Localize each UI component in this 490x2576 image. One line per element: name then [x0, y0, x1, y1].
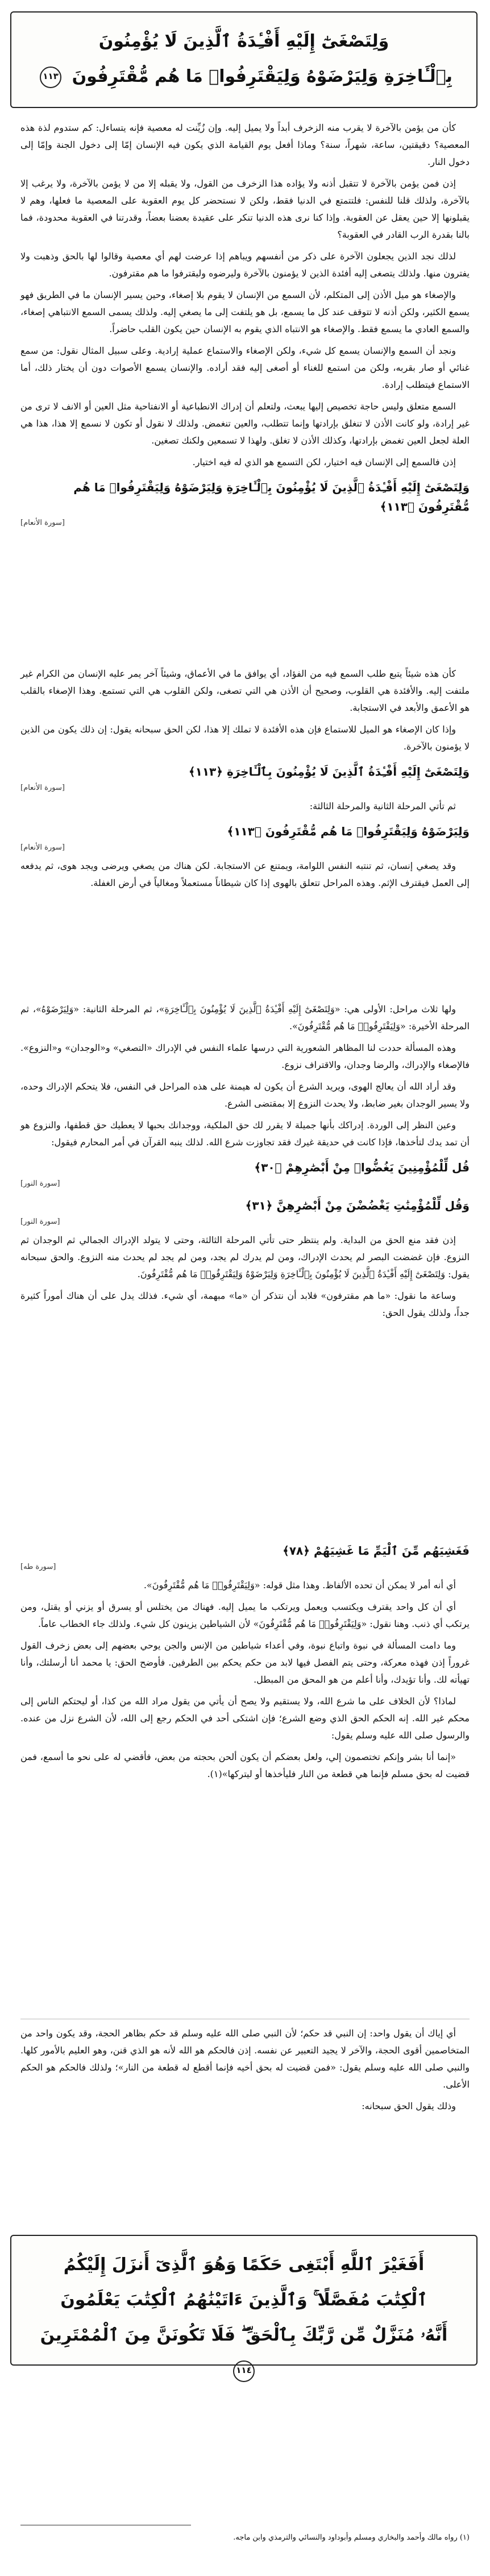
surah-reference: [ سورة الأنعام ]	[20, 784, 470, 792]
paragraph: أي أنه أمر لا يمكن أن تحده الألفاظ. وهذا مثل قوله: «وَلِيَقْتَرِفُوا۟ مَا هُم مُّقْتَرِفُونَ».	[143, 1580, 456, 1591]
paragraph: إذن فالسمع إلى الإنسان فيه اختيار، لكن التسمع هو الذي له فيه اختيار.	[192, 457, 456, 467]
surah-reference: [ سورة طه ]	[20, 1563, 470, 1571]
section-5	[20, 2013, 470, 2119]
surah-reference: [ سورة الأنعام ]	[20, 843, 470, 852]
paragraph: كأن من يؤمن بالآخرة لا يقرب منه الزخرف أبداً ولا يميل إليه. وإن زُيِّنت له معصية فإنه يتساءل: كم ستدوم لذة هذه المعصية؟ دقيقتين، ساعة، شهراً، سنة؟ وماذا أفعل يوم القيامة الذي يكون فيه الإنسان إمّا إلى دخول الجنة وإمّا إلى دخول النار.	[20, 122, 470, 167]
verse-line: أَفَغَيْرَ ٱللَّهِ أَبْتَغِى حَكَمًا وَهُوَ ٱلَّذِىٓ أَنزَلَ إِلَيْكُمُ	[63, 2255, 425, 2275]
verse-text: أَنَّهُۥ مُنَزَّلٌ مِّن رَّبِّكَ بِٱلْحَقِّ ۖ فَلَا تَكُونَنَّ مِنَ ٱلْمُمْتَرِينَ	[40, 2325, 448, 2345]
surah-reference: [ سورة النور ]	[20, 1217, 470, 1226]
verse-line: وَلِتَصْغَىٰٓ إِلَيْهِ أَفْـِٔدَةُ ٱلَّذِينَ لَا يُؤْمِنُونَ	[98, 31, 389, 51]
section-2	[20, 665, 470, 896]
paragraph: وما دامت المسألة في نبوة واتباع نبوة، وفي أعداء شياطين من الإنس والجن يوحي بعضهم إلى بعض زخرف القول غروراً إذن فهذه معركة، وحتى يتم الفصل فيها لابد من حكم يحكم بين الطرفين. فأوضح الحق: يا محمد أنا أرسلتك، وأنا تهيأته لك. وأنا تؤيدك، وأنا أعلم من هو المحق من المبطل.	[20, 1640, 470, 1685]
paragraph: لذلك نجد الذين يجعلون الآخرة على ذكر من أنفسهم ويباهم إذا عرضت لهم أي معصية وقالوا لها بالحق وذهبت ولا يفترون منها. ولذلك يتصغى إليه أفئدة الذين لا يؤمنون بالآخرة وليرضوه وليقترفوا ما هم مقترفون.	[20, 251, 470, 279]
paragraph: إذن فقد منع الحق من البداية. ولم ينتظر حتى تأتي المرحلة الثالثة، وحتى لا يتولد الإدراك الجمالي ثم الوجدان ثم النزوع. فإن غضضت البصر لم يحدث الإدراك، ومن لم يدرك لم يجد، ومن لم يجد لم يحدث منه النزوع. والحق سبحانه يقول: وَلِتَصْغَىٰٓ إِلَيْهِ أَفْـِٔدَةُ ٱلَّذِينَ لَا يُؤْمِنُونَ بِٱلْـَٔاخِرَةِ وَلِيَرْضَوْهُ وَلِيَقْتَرِفُوا۟ مَا هُم مُّقْتَرِفُونَ.	[20, 1235, 470, 1279]
paragraph: «إنما أنا بشر وإنكم تختصمون إلي، ولعل بعضكم أن يكون ألحن بحجته من بعض، فأقضي له على نحو ما أسمع، فمن قضيت له بحق مسلم فإنما هي قطعة من النار فليأخذها أو ليتركها»(١).	[20, 1751, 470, 1779]
paragraph: أي إياك أن يقول واحد: إن النبي قد حكم؛ لأن النبي صلى الله عليه وسلم قد حكم بظاهر الحجة، وقد يكون واحد من المتخاصمين أقوى الحجة، والآخر لا يجيد التعبير عن نفسه. إذن فالحكم هو الله لأنه هو الذي قنن، وهو العليم بالأمور كلها. والنبي صلى الله عليه وسلم يقول: «فمن قضيت له بحق أخيه فإنما أقطع له قطعة من النار»؛ ولذلك فالحكم هو الحكم الأعلى.	[20, 2028, 470, 2090]
quran-quote: وَلِتَصْغَىٰٓ إِلَيْهِ أَفْـِٔدَةُ ٱلَّذِينَ لَا يُؤْمِنُونَ بِٱلْـَٔاخِرَةِ وَلِيَرْضَوْهُ وَلِيَقْتَرِفُوا۟ مَا هُم مُّقْتَرِفُونَ ﴿١١٣﴾	[73, 481, 470, 513]
paragraph: وعين النظر إلى الوردة. إدراكك بأنها جميلة لا يقرر لك حق الملكية، ووجدانك بحبها لا يعطيك حق قطفها، والنزوع هو أن تمد يدك لتأخذها، فإذا كانت في حديقة غيرك فقد تجاوزت شرع الله. لذلك ينبه القرآن في أمر المحارم فيقول:	[20, 1120, 470, 1148]
verse-number-ornament: ١١٤	[233, 2360, 255, 2382]
quran-quote: وَقُل لِّلْمُؤْمِنَٰتِ يَغْضُضْنَ مِنْ أَبْصَٰرِهِنَّ ﴿٣١﴾	[245, 1199, 470, 1212]
paragraph: إذن فمن يؤمن بالآخرة لا تتقبل أذنه ولا يؤاده هذا الزخرف من القول، ولا يقبله إلا من لا يؤمن بالآخرة، ولا يرغب إلا بالآخرة، ولذلك قلنا للنفس: فلتتمتع في الدنيا فقط، ولكن لا نستحضر كل يوم العقوبة على المعصية ما فعلها، وهم لا يقبلونها إلا حين يعقل عن العقوبة. وإذا كنا نرى هذه الدنيا تنكر على عقيدة بعضنا بعضاً، وقدرتنا في العقوبة محدودة، فما بالنا بقدرة الرب القادر في العقوبة؟	[20, 178, 470, 240]
paragraph: ونجد أن السمع والإنسان يسمع كل شيء، ولكن الإصغاء والاستماع عملية إرادية. وعلى سبيل المثال نقول: من سمع غنائي أو صار بقربه، ولكن من استمع للغناء أو أصغى إليه فقد أراده. والإنسان يسمع الأصوات دون أن يختار ذلك، أما الاستماع فيتطلب إرادة.	[20, 345, 470, 390]
paragraph: وقد أراد الله أن يعالج الهوى، ويريد الشرع أن يكون له هيمنة على هذه المراحل في النفس، فلا يتحكم الإدراك وحده، ولا يسير الوجدان بغير ضابط، ولا يحدث النزوع إلا بمقتضى الشرع.	[20, 1081, 470, 1109]
top-verse-box	[10, 11, 477, 108]
quran-quote: وَلِيَرْضَوْهُ وَلِيَقْتَرِفُوا۟ مَا هُم مُّقْتَرِفُونَ ﴿١١٣﴾	[227, 825, 470, 838]
section-1	[20, 119, 470, 533]
section-4	[20, 1535, 470, 1787]
quran-quote: وَلِتَصْغَىٰٓ إِلَيْهِ أَفْـِٔدَةُ ٱلَّذِينَ لَا يُؤْمِنُونَ بِٱلْـَٔاخِرَةِ ﴿١١٣﴾	[188, 765, 470, 778]
surah-reference: [ سورة النور ]	[20, 1179, 470, 1188]
quran-quote: قُل لِّلْمُؤْمِنِينَ يَغُضُّوا۟ مِنْ أَبْصَٰرِهِمْ ﴿٣٠﴾	[254, 1161, 470, 1174]
paragraph: وذلك يقول الحق سبحانه:	[362, 2101, 456, 2111]
verse-line: ٱلْكِتَٰبَ مُفَصَّلًا ۚ وَٱلَّذِينَ ءَاتَيْنَٰهُمُ ٱلْكِتَٰبَ يَعْلَمُونَ	[60, 2290, 427, 2310]
surah-reference: [ سورة الأنعام ]	[20, 519, 470, 527]
verse-number-ornament: ١١٣	[40, 67, 61, 88]
verse-line	[27, 2318, 460, 2388]
paragraph: وهذه المسألة حددت لنا المظاهر الشعورية التي درسها علماء النفس في الإدراك «التصغي» و«الوجدان» و«النزوع». فالإصغاء والإدراك، والرضا وجدان، والاقتراف نزوع.	[20, 1042, 470, 1070]
footnote: (١) رواه مالك وأحمد والبخاري ومسلم وأبوداود والنسائي والترمذي وابن ماجه.	[233, 2533, 470, 2542]
verse-text: بِٱلْـَٔاخِرَةِ وَلِيَرْضَوْهُ وَلِيَقْتَرِفُوا۟ مَا هُم مُّقْتَرِفُونَ	[72, 67, 452, 86]
paragraph: كأن هذه شيئاً يتبع طلب السمع فيه من الفؤاد، أي يوافق ما في الأعماق، وشيئاً آخر يمر عليه الإنسان من الكرام غير ملتفت إليه. والأفئدة هي القلوب، وصحيح أن الأذن هي التي تصغى، ولكن القلوب هي التي تستمع. وهذا الإصغاء بالقلب هو الأعمق والأبعد في الاستجابة.	[20, 668, 470, 713]
paragraph: السمع متعلق وليس حاجة تخصيص إليها يبعث، ولتعلم أن إدراك الانطباعية أو الانفتاحية مثل العين أو الانف لا ترى من غير إرادة، ولو كانت الأذن لا تنغلق بإرادتها وإنما تتطلب، والعين تنغمض. ولذلك لا نقول أو تكون لا نسمع إلا هذا، هذا هي العلة لجعل العين تغمض بإرادتها، وكذلك الأذن لا تغلق. ولهذا لا تسمعين ولكنك تصغين.	[20, 401, 470, 446]
verse-line	[27, 59, 460, 94]
paragraph: ثم تأتي المرحلة الثانية والمرحلة الثالثة:	[309, 801, 456, 811]
paragraph: ولها ثلاث مراحل: الأولى هي: «وَلِتَصْغَىٰٓ إِلَيْهِ أَفْـِٔدَةُ ٱلَّذِينَ لَا يُؤْمِنُونَ بِٱلْـَٔاخِرَةِ»، ثم المرحلة الثانية: «وَلِيَرْضَوْهُ»، ثم المرحلة الأخيرة: «وَلِيَقْتَرِفُوا۟ مَا هُم مُّقْتَرِفُونَ».	[20, 1004, 470, 1032]
paragraph: وإذا كان الإصغاء هو الميل للاستماع فإن هذه الأفئدة لا تملك إلا هذا، لكن الحق سبحانه يقول: إن ذلك يكون من الذين لا يؤمنون بالآخرة.	[20, 724, 470, 752]
quran-quote: فَغَشِيَهُم مِّنَ ٱلْيَمِّ مَا غَشِيَهُمْ ﴿٧٨﴾	[283, 1544, 470, 1558]
paragraph: لماذا؟ لأن الخلاف على ما شرع الله، ولا يستقيم ولا يصح أن يأتي من يقول مراد الله من كذا، أو ليحتكم الناس إلى محكم غير الله. إنه الحكم الحق الذي وضع الشرع؛ فإن اشتكى أحد في الحكم رجع إلى الله، لأن الشرع نزل من عنده. والرسول صلى الله عليه وسلم يقول:	[20, 1696, 470, 1741]
paragraph: وقد يصغي إنسان، ثم تنتبه النفس اللوامة، ويمتنع عن الاستجابة. لكن هناك من يصغي ويرضى ويجد هوى، ثم يدفعه إلى العمل فيقترف الإثم. وهذه المراحل تتعلق بالهوى إذا كان شيطاناً مستعملاً ومغالياً في أرض الغفلة.	[20, 860, 470, 888]
paragraph: أي أن كل واحد يقترف ويكتسب ويعمل ويرتكب ما يميل إليه. فهناك من يختلس أو يسرق أو يزني أو يقتل، ومن يرتكب أي ذنب. وهنا نقول: «وَلِيَقْتَرِفُوا۟ مَا هُم مُّقْتَرِفُونَ» لأن الشياطين يزينون كل شيء. ولذلك جاء الخطاب عاماً.	[20, 1601, 470, 1629]
paragraph: والإصغاء هو ميل الأذن إلى المتكلم، لأن السمع من الإنسان لا يقوم بلا إصغاء، وحين يسير الإنسان ما في الطريق فهو يسمع الكثير، ولكن أذنه لا تتوقف عند كل ما يسمع، بل هو يلتفت إلى ما يصغي إليه. ولذلك يسمى السمع الانتباهي إصغاء، والسمع العادي ما يسمع فقط. والإصغاء هو الانتباه الذي يقوم به الإنسان حين يكون القلب حاضراً.	[20, 289, 470, 334]
bottom-verse-box	[10, 2235, 477, 2375]
paragraph: وساعة ما نقول: «ما هم مقترفون» فلابد أن نتذكر أن «ما» مبهمة، أي شيء. فذلك يدل على أن هناك أموراً كثيرة جداً، ولذلك يقول الحق:	[20, 1290, 470, 1318]
section-3	[20, 1001, 470, 1326]
